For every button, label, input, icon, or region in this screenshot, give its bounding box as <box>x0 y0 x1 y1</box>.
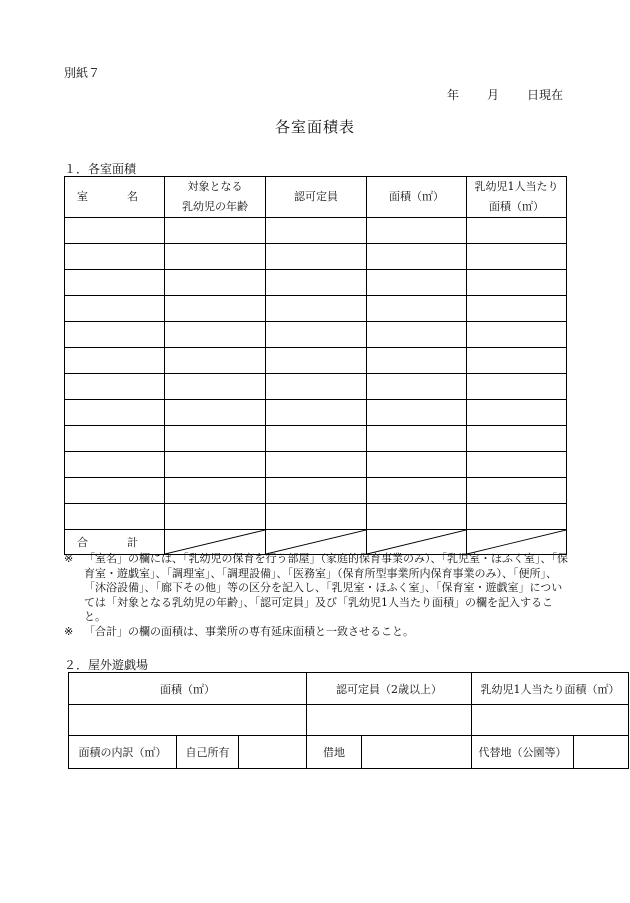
room-cell[interactable] <box>367 400 467 426</box>
room-cell[interactable] <box>467 322 567 348</box>
room-col-header-4 <box>467 177 567 218</box>
outdoor-capacity-cell[interactable] <box>307 705 472 736</box>
room-cell[interactable] <box>165 400 266 426</box>
room-cell[interactable] <box>266 426 367 452</box>
room-cell[interactable] <box>367 348 467 374</box>
room-cell[interactable] <box>165 270 266 296</box>
room-cell[interactable] <box>65 218 165 244</box>
room-row <box>65 426 567 452</box>
date-year: 年 <box>447 88 460 102</box>
room-cell[interactable] <box>65 504 165 530</box>
room-cell[interactable] <box>467 218 567 244</box>
room-col-header-line: 乳幼児の年齢 <box>182 200 248 213</box>
room-row <box>65 244 567 270</box>
note-mark: ※ <box>64 552 74 565</box>
room-col-header-line: 対象となる <box>187 180 243 193</box>
room-cell[interactable] <box>467 270 567 296</box>
room-cell[interactable] <box>65 322 165 348</box>
room-cell[interactable] <box>367 244 467 270</box>
room-cell[interactable] <box>367 270 467 296</box>
room-row <box>65 452 567 478</box>
owned-label: 自己所有 <box>177 736 239 769</box>
room-cell[interactable] <box>367 504 467 530</box>
room-row <box>65 296 567 322</box>
room-cell[interactable] <box>65 426 165 452</box>
room-cell[interactable] <box>367 218 467 244</box>
breakdown-label: 面積の内訳（㎡） <box>69 736 177 769</box>
room-row <box>65 218 567 244</box>
note-item <box>64 625 572 640</box>
room-cell[interactable] <box>65 244 165 270</box>
room-cell[interactable] <box>65 296 165 322</box>
room-col-header-3 <box>367 177 467 218</box>
alternative-label: 代替地（公園等） <box>472 736 574 769</box>
leased-value-cell[interactable] <box>362 736 472 769</box>
room-cell[interactable] <box>165 504 266 530</box>
note-text: 「室名」の欄には、「乳幼児の保育を行う部屋」（家庭的保育事業のみ）、「乳児室・ほふく室」、「保育室・遊戯室」、「調理室」、「調理設備」、「医務室」（保育所型事業所内保育事業のみ）、「便所」、「沐浴設備」、「廊下その他」等の区分を記入し、「乳児室・ほふく室」、「保育室・遊戯室」については「対象となる乳幼児の年齢」、「認可定員」及び「乳幼児1人当たり面積」の欄を記入すること。 <box>84 552 568 623</box>
note-item <box>64 552 572 625</box>
room-row <box>65 322 567 348</box>
room-col-header-line: 乳幼児1人当たり <box>474 180 559 193</box>
room-cell[interactable] <box>65 270 165 296</box>
total-struck-cell <box>165 530 266 555</box>
room-cell[interactable] <box>266 478 367 504</box>
room-cell[interactable] <box>165 322 266 348</box>
room-table-body <box>65 218 567 555</box>
room-cell[interactable] <box>367 374 467 400</box>
total-row <box>65 530 567 555</box>
room-area-table <box>64 176 567 555</box>
room-cell[interactable] <box>266 374 367 400</box>
section2-heading: ２．屋外遊戯場 <box>64 658 149 672</box>
outdoor-capacity-header: 認可定員（2歳以上） <box>307 673 472 705</box>
outdoor-area-cell[interactable] <box>69 705 307 736</box>
outdoor-per-child-cell[interactable] <box>472 705 629 736</box>
diagonal-strike <box>367 530 466 554</box>
room-table-header-row <box>65 177 567 218</box>
date-month: 月 <box>487 88 500 102</box>
room-cell[interactable] <box>266 452 367 478</box>
room-cell[interactable] <box>165 478 266 504</box>
room-row <box>65 400 567 426</box>
room-cell[interactable] <box>467 244 567 270</box>
owned-value-cell[interactable] <box>239 736 307 769</box>
room-cell[interactable] <box>266 400 367 426</box>
room-cell[interactable] <box>65 452 165 478</box>
room-cell[interactable] <box>367 452 467 478</box>
room-cell[interactable] <box>165 374 266 400</box>
total-struck-cell <box>266 530 367 555</box>
room-row <box>65 270 567 296</box>
room-cell[interactable] <box>467 452 567 478</box>
leased-label: 借地 <box>307 736 362 769</box>
room-row <box>65 504 567 530</box>
alternative-value-cell[interactable] <box>574 736 629 769</box>
room-cell[interactable] <box>467 478 567 504</box>
room-cell[interactable] <box>65 400 165 426</box>
total-label: 合 計 <box>65 530 165 555</box>
room-cell[interactable] <box>467 400 567 426</box>
room-cell[interactable] <box>367 296 467 322</box>
room-col-header-line: 認可定員 <box>294 190 338 203</box>
room-row <box>65 348 567 374</box>
room-cell[interactable] <box>266 218 367 244</box>
note-mark: ※ <box>64 624 74 638</box>
room-cell[interactable] <box>65 478 165 504</box>
outdoor-per-child-header: 乳幼児1人当たり面積（㎡） <box>472 673 629 705</box>
room-cell[interactable] <box>165 348 266 374</box>
room-row <box>65 478 567 504</box>
note-text: 「合計」の欄の面積は、事業所の専有延床面積と一致させること。 <box>84 624 414 638</box>
room-cell[interactable] <box>165 296 266 322</box>
room-cell[interactable] <box>266 322 367 348</box>
room-cell[interactable] <box>467 504 567 530</box>
room-cell[interactable] <box>266 504 367 530</box>
page-title: 各室面積表 <box>274 118 355 136</box>
room-cell[interactable] <box>467 348 567 374</box>
room-cell[interactable] <box>266 296 367 322</box>
section1-heading: １．各室面積 <box>64 162 137 176</box>
attachment-label: 別紙７ <box>64 66 101 80</box>
outdoor-playground-table <box>68 672 629 769</box>
room-col-header-line: 面積（㎡） <box>489 200 544 213</box>
room-cell[interactable] <box>467 296 567 322</box>
outdoor-area-header: 面積（㎡） <box>69 673 307 705</box>
room-row <box>65 374 567 400</box>
room-cell[interactable] <box>165 244 266 270</box>
diagonal-strike <box>266 530 366 554</box>
room-col-header-line: 室 名 <box>77 190 152 203</box>
total-struck-cell <box>467 530 567 555</box>
room-col-header-1 <box>165 177 266 218</box>
room-col-header-2 <box>266 177 367 218</box>
room-cell[interactable] <box>65 374 165 400</box>
room-cell[interactable] <box>367 426 467 452</box>
room-cell[interactable] <box>266 270 367 296</box>
room-cell[interactable] <box>467 426 567 452</box>
room-cell[interactable] <box>165 452 266 478</box>
room-cell[interactable] <box>65 348 165 374</box>
diagonal-strike <box>467 530 566 554</box>
room-col-header-0 <box>65 177 165 218</box>
room-cell[interactable] <box>266 348 367 374</box>
room-cell[interactable] <box>367 322 467 348</box>
room-col-header-line: 面積（㎡） <box>389 190 444 203</box>
total-area-cell[interactable] <box>367 530 467 555</box>
date-day: 日現在 <box>527 88 564 102</box>
notes <box>64 552 572 639</box>
room-cell[interactable] <box>165 426 266 452</box>
room-cell[interactable] <box>367 478 467 504</box>
room-cell[interactable] <box>467 374 567 400</box>
room-cell[interactable] <box>266 244 367 270</box>
room-cell[interactable] <box>165 218 266 244</box>
diagonal-strike <box>165 530 265 554</box>
